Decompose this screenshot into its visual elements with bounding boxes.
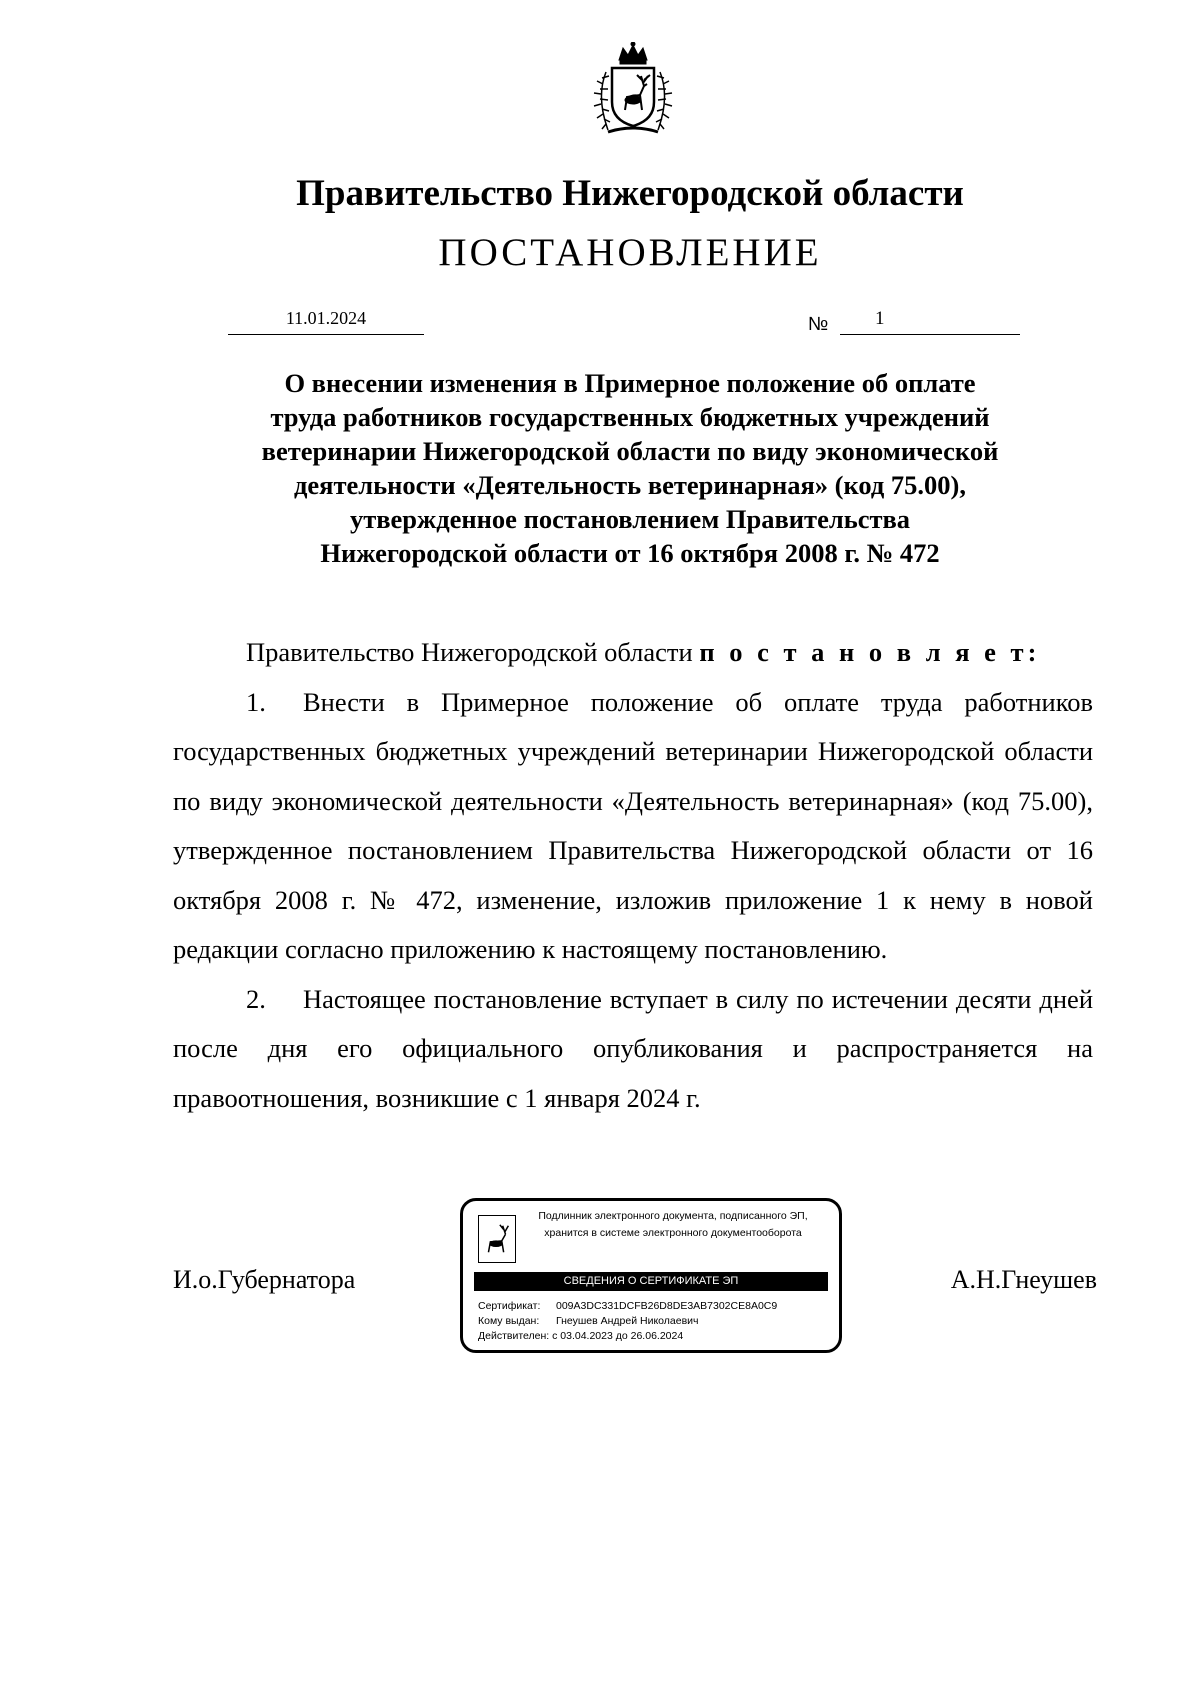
document-number: 1 bbox=[875, 308, 885, 329]
stamp-line-1: Подлинник электронного документа, подписанного ЭП, bbox=[538, 1210, 808, 1222]
document-number-field bbox=[840, 306, 1020, 335]
number-label: № bbox=[808, 314, 829, 335]
document-type: ПОСТАНОВЛЕНИЕ bbox=[438, 231, 822, 274]
item-number: 2. bbox=[246, 983, 266, 1014]
document-date: 11.01.2024 bbox=[228, 308, 424, 335]
subject-line: О внесении изменения в Примерное положение об оплате bbox=[284, 368, 976, 398]
document-body bbox=[173, 628, 1093, 1123]
stamp-certificate-header: СВЕДЕНИЯ О СЕРТИФИКАТЕ ЭП bbox=[474, 1272, 828, 1291]
issued-label: Кому выдан: bbox=[478, 1315, 540, 1327]
subject-line: Нижегородской области от 16 октября 2008 г. № 472 bbox=[320, 538, 940, 568]
certificate-value: 009A3DC331DCFB26D8DE3AB7302CE8A0C9 bbox=[556, 1300, 778, 1312]
stamp-line-2: хранится в системе электронного документооборота bbox=[544, 1227, 802, 1239]
subject-line: ветеринарии Нижегородской области по виду экономической bbox=[261, 436, 999, 466]
signatory-position: И.о.Губернатора bbox=[173, 1265, 356, 1294]
issued-value: Гнеушев Андрей Николаевич bbox=[556, 1315, 699, 1327]
item-number: 1. bbox=[246, 686, 266, 717]
coat-of-arms-icon bbox=[578, 42, 688, 142]
stamp-certificate bbox=[478, 1300, 777, 1312]
preamble-verb: п о с т а н о в л я е т: bbox=[699, 637, 1041, 667]
item-text: Внести в Примерное положение об оплате труда работников государственных бюджетных учреждений ветеринарии Нижегородской области по виду экономической деятельности «Деятельность ветеринарная» (код 75.00), утвержденное постановлением Правительства Нижегородской области от 16 октября 2008 г. № 472, изменение, изложив приложение 1 к нему в новой редакции согласно приложению к настоящему постановлению. bbox=[173, 686, 1093, 964]
stamp-validity bbox=[478, 1330, 683, 1342]
deer-emblem-icon bbox=[478, 1215, 516, 1263]
document-subject bbox=[140, 366, 1120, 570]
valid-label: Действителен: bbox=[478, 1330, 550, 1342]
subject-line: утвержденное постановлением Правительства bbox=[349, 504, 911, 534]
electronic-signature-stamp bbox=[460, 1198, 842, 1353]
preamble-text: Правительство Нижегородской области bbox=[246, 637, 700, 667]
signatory-name: А.Н.Гнеушев bbox=[950, 1265, 1097, 1294]
government-title: Правительство Нижегородской области bbox=[296, 173, 964, 214]
certificate-label: Сертификат: bbox=[478, 1300, 541, 1312]
subject-line: деятельности «Деятельность ветеринарная» (код 75.00), bbox=[293, 470, 967, 500]
item-text: Настоящее постановление вступает в силу по истечении десяти дней после дня его официального опубликования и распространяется на правоотношения, возникшие с 1 января 2024 г. bbox=[173, 983, 1093, 1113]
stamp-issued-to bbox=[478, 1315, 699, 1327]
item-2 bbox=[173, 975, 1093, 1124]
valid-value: с 03.04.2023 до 26.06.2024 bbox=[552, 1330, 684, 1342]
subject-line: труда работников государственных бюджетных учреждений bbox=[270, 402, 990, 432]
item-1 bbox=[173, 678, 1093, 975]
preamble bbox=[173, 628, 1093, 678]
